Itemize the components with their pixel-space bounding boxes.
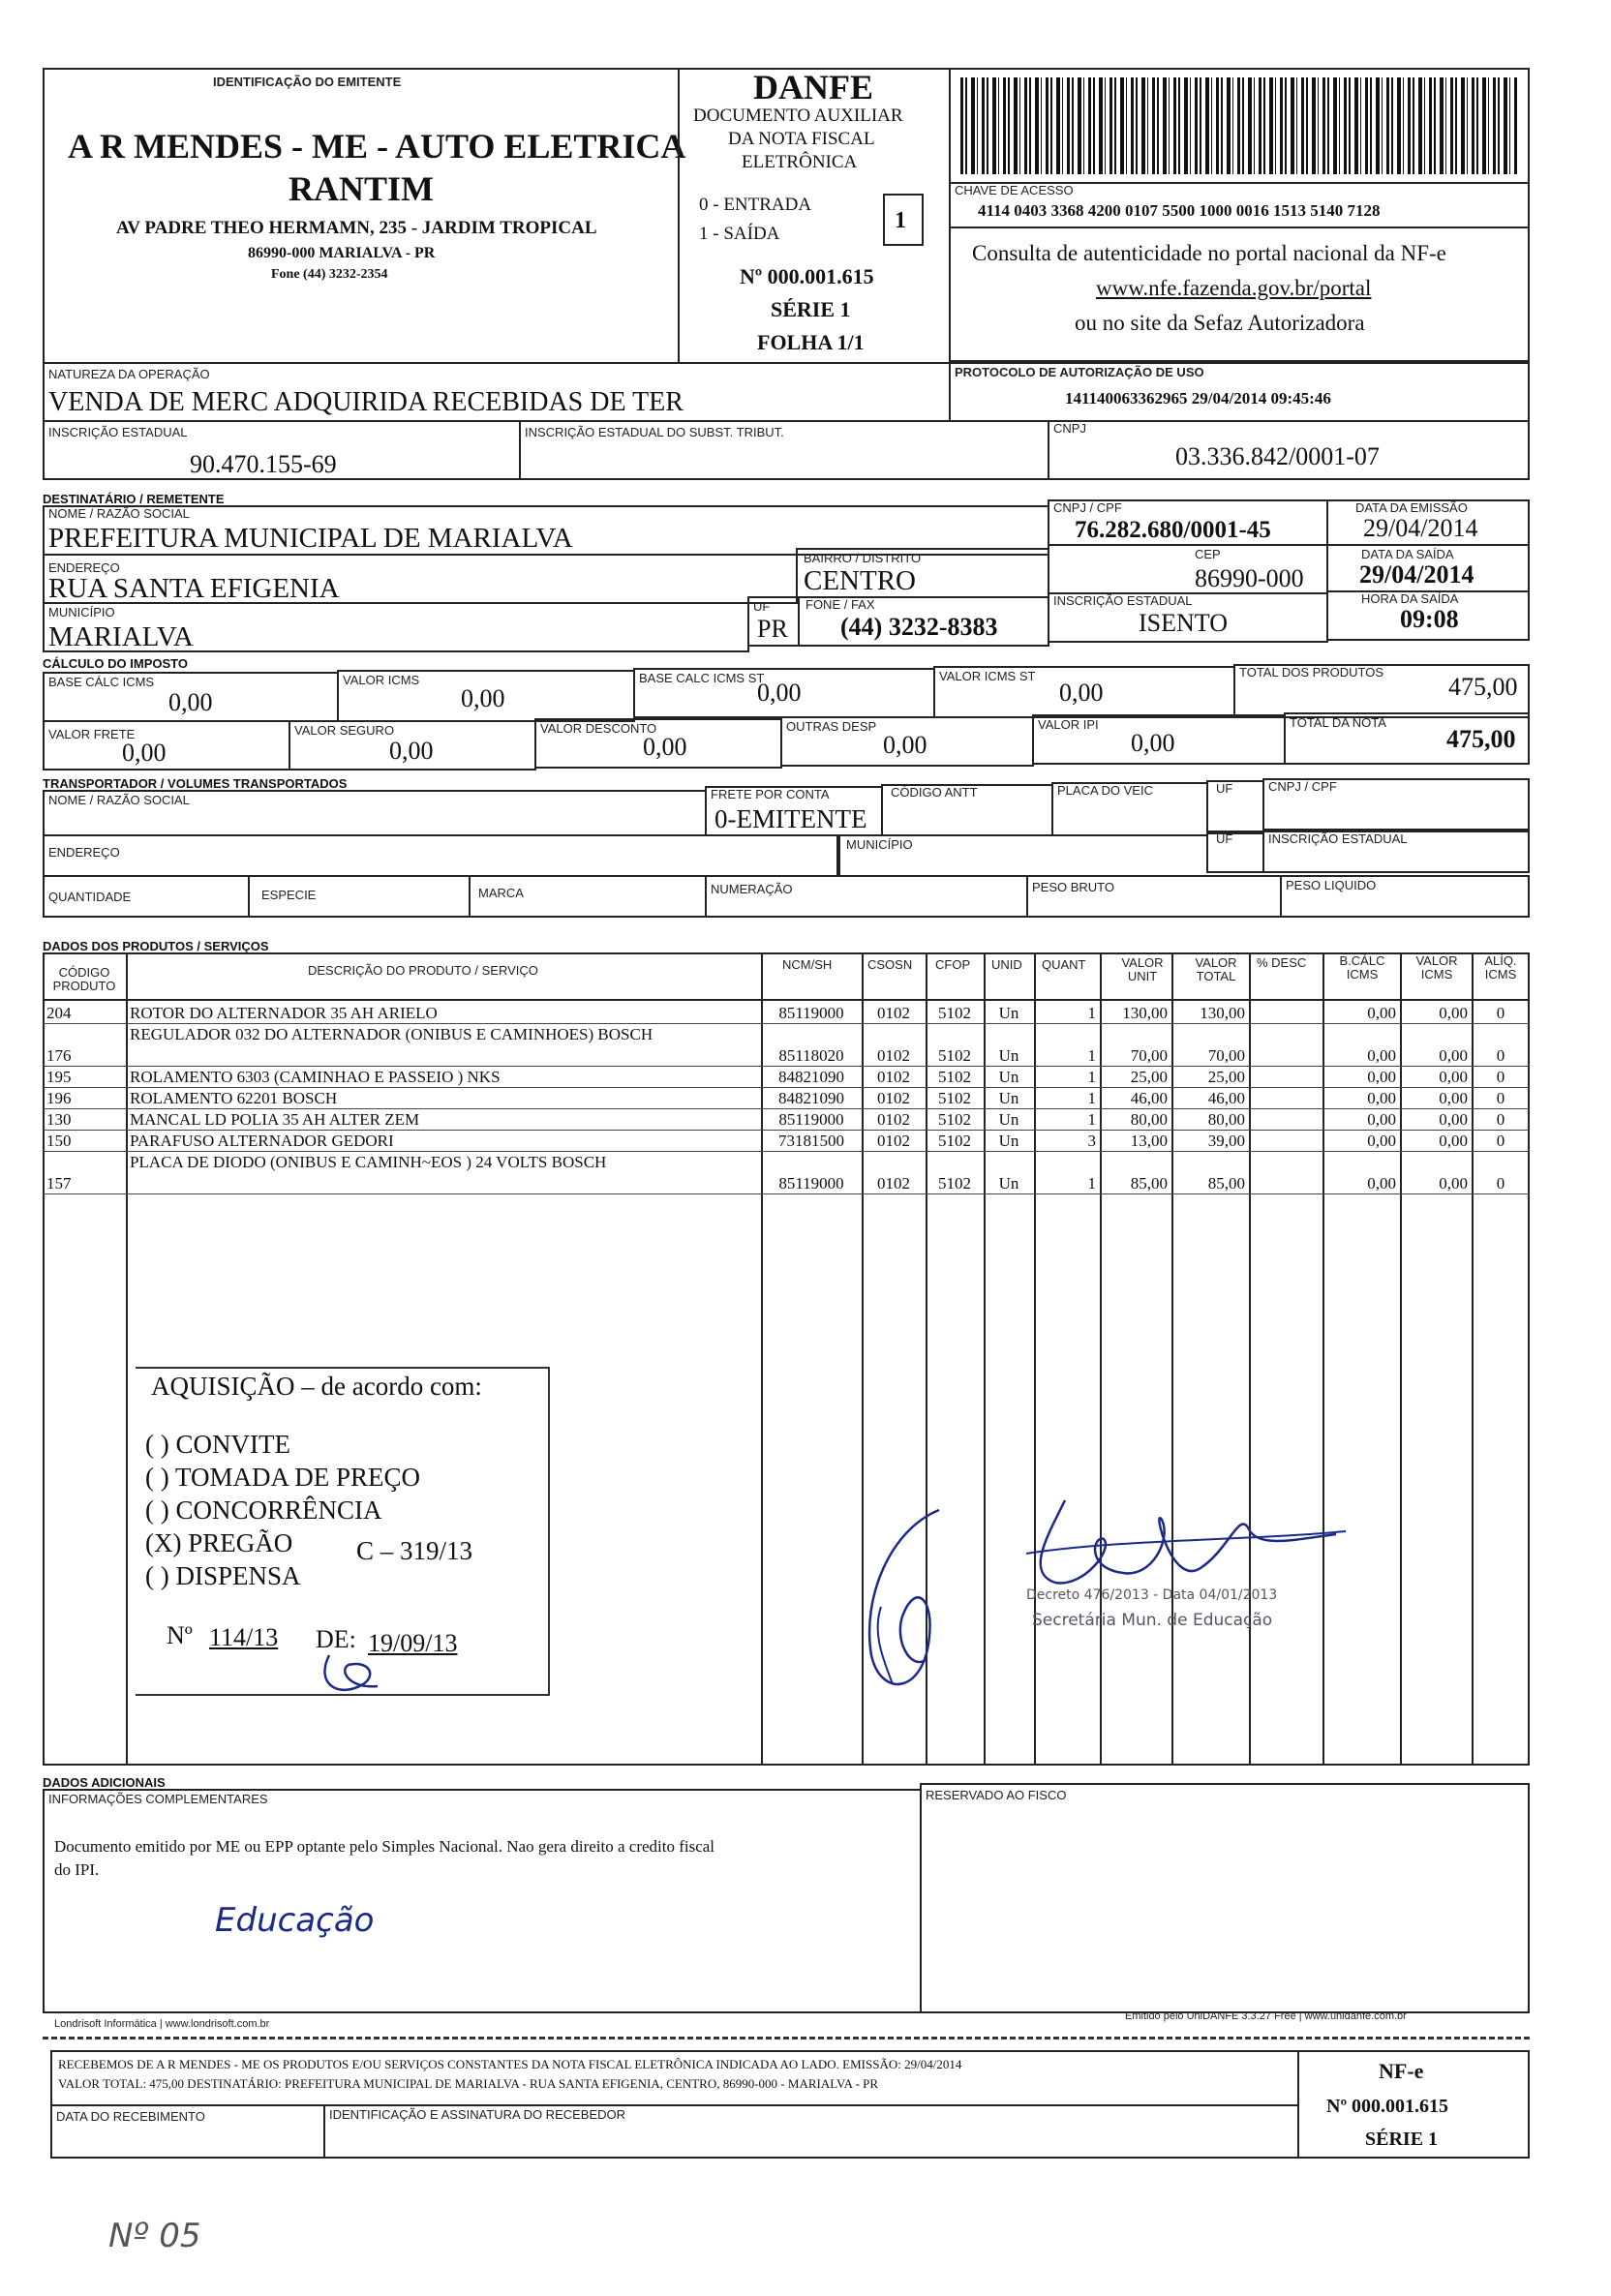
transp-placa-label: PLACA DO VEIC xyxy=(1057,783,1153,798)
cell-csosn: 0102 xyxy=(877,1046,910,1065)
cell-unid: Un xyxy=(998,1046,1019,1065)
handwritten-number: Nº 05 xyxy=(108,2217,201,2255)
ie-st-label: INSCRIÇÃO ESTADUAL DO SUBST. TRIBUT. xyxy=(525,425,784,439)
stamp-title: AQUISIÇÃO – de acordo com: xyxy=(151,1372,482,1401)
transp-ie-label: INSCRIÇÃO ESTADUAL xyxy=(1268,831,1408,846)
table-row xyxy=(43,1109,1530,1131)
transp-uf-label: UF xyxy=(1216,781,1233,796)
dest-emissao: 29/04/2014 xyxy=(1363,514,1478,542)
cell-vicms: 0,00 xyxy=(1439,1110,1468,1129)
seguro-label: VALOR SEGURO xyxy=(294,723,395,738)
emitente-phone: Fone (44) 3232-2354 xyxy=(271,267,388,282)
cell-aliq: 0 xyxy=(1496,1110,1505,1129)
stamp-de-label: DE: xyxy=(316,1625,356,1653)
signature-loop xyxy=(833,1491,978,1713)
cell-unid: Un xyxy=(998,1174,1019,1193)
cell-cfop: 5102 xyxy=(938,1068,971,1086)
dest-ie-label: INSCRIÇÃO ESTADUAL xyxy=(1053,593,1193,608)
danfe-sub1: DOCUMENTO AUXILIAR xyxy=(693,106,903,126)
cell-descricao: ROTOR DO ALTERNADOR 35 AH ARIELO xyxy=(130,1004,438,1022)
cell-vunit: 85,00 xyxy=(1130,1174,1168,1193)
cell-descricao: ROLAMENTO 62201 BOSCH xyxy=(130,1089,338,1107)
dest-cep: 86990-000 xyxy=(1195,564,1304,592)
canhoto-data-label: DATA DO RECEBIMENTO xyxy=(56,2109,205,2124)
cell-aliq: 0 xyxy=(1496,1174,1505,1193)
desconto: 0,00 xyxy=(643,733,687,761)
hdr-desc: % DESC xyxy=(1257,955,1307,970)
cell-codigo: 176 xyxy=(46,1046,72,1065)
stamp-num: 114/13 xyxy=(209,1623,279,1651)
stamp-de: 19/09/13 xyxy=(368,1629,458,1657)
stamp-pregao: (X) PREGÃO xyxy=(145,1528,293,1557)
valor-st-label: VALOR ICMS ST xyxy=(939,669,1036,683)
dest-fone: (44) 3232-8383 xyxy=(840,613,998,641)
produtos-header-line xyxy=(43,999,1530,1001)
imposto-section: CÁLCULO DO IMPOSTO xyxy=(43,656,188,671)
transportador-section: TRANSPORTADOR / VOLUMES TRANSPORTADOS xyxy=(43,776,348,791)
stamp-tomada: ( ) TOMADA DE PREÇO xyxy=(145,1463,421,1492)
cell-vunit: 130,00 xyxy=(1122,1004,1168,1022)
canhoto-serie: SÉRIE 1 xyxy=(1365,2129,1439,2150)
dest-fone-label: FONE / FAX xyxy=(806,597,875,612)
danfe-serie: SÉRIE 1 xyxy=(771,297,851,321)
dest-nome: PREFEITURA MUNICIPAL DE MARIALVA xyxy=(48,523,573,554)
ipi: 0,00 xyxy=(1131,729,1175,757)
cell-codigo: 195 xyxy=(46,1068,72,1086)
cell-quant: 1 xyxy=(1087,1174,1096,1193)
cell-unid: Un xyxy=(998,1089,1019,1107)
cell-descricao: PARAFUSO ALTERNADOR GEDORI xyxy=(130,1132,394,1150)
cell-quant: 1 xyxy=(1087,1046,1096,1065)
cell-vtotal: 46,00 xyxy=(1207,1089,1245,1107)
cut-line xyxy=(43,2037,1530,2039)
cell-descricao: PLACA DE DIODO (ONIBUS E CAMINH~EOS ) 24 VOLTS BOSCH xyxy=(130,1153,607,1171)
cell-bcalc: 0,00 xyxy=(1367,1089,1396,1107)
outras: 0,00 xyxy=(883,731,927,759)
cell-bcalc: 0,00 xyxy=(1367,1068,1396,1086)
cell-cfop: 5102 xyxy=(938,1089,971,1107)
cell-vunit: 13,00 xyxy=(1130,1132,1168,1150)
cell-aliq: 0 xyxy=(1496,1046,1505,1065)
desconto-label: VALOR DESCONTO xyxy=(540,721,657,736)
cell-quant: 1 xyxy=(1087,1110,1096,1129)
table-row xyxy=(43,1088,1530,1109)
hdr-vunit: VALOR UNIT xyxy=(1121,955,1164,983)
cell-descricao: ROLAMENTO 6303 (CAMINHAO E PASSEIO ) NKS xyxy=(130,1068,501,1086)
transp-divider xyxy=(1280,875,1282,918)
danfe-tipo: 1 xyxy=(895,208,906,233)
transp-antt-label: CÓDIGO ANTT xyxy=(891,785,978,800)
total-nota-label: TOTAL DA NOTA xyxy=(1290,715,1386,730)
transp-marca-label: MARCA xyxy=(478,886,524,900)
frete-label: VALOR FRETE xyxy=(48,727,136,741)
cell-unid: Un xyxy=(998,1068,1019,1086)
cell-csosn: 0102 xyxy=(877,1089,910,1107)
hdr-bcalc: B.CÁLC ICMS xyxy=(1339,953,1385,982)
hdr-quant: QUANT xyxy=(1042,957,1086,972)
cell-bcalc: 0,00 xyxy=(1367,1004,1396,1022)
dest-saida-label: DATA DA SAÍDA xyxy=(1361,547,1454,561)
dest-endereco: RUA SANTA EFIGENIA xyxy=(48,573,340,604)
dest-uf-label: UF xyxy=(753,599,771,614)
base-icms: 0,00 xyxy=(168,688,213,716)
base-icms-label: BASE CÁLC ICMS xyxy=(48,675,155,689)
canhoto-numero: Nº 000.001.615 xyxy=(1326,2096,1449,2117)
consulta-url[interactable]: www.nfe.fazenda.gov.br/portal xyxy=(1096,276,1372,300)
hdr-codigo: CÓDIGO PRODUTO xyxy=(52,965,116,993)
transp-divider xyxy=(705,875,707,918)
transp-peso-liquido-label: PESO LIQUIDO xyxy=(1286,878,1377,892)
danfe-title: DANFE xyxy=(753,68,873,106)
natureza-value: VENDA DE MERC ADQUIRIDA RECEBIDAS DE TER xyxy=(48,387,684,417)
natureza-label: NATUREZA DA OPERAÇÃO xyxy=(48,367,210,381)
dest-saida: 29/04/2014 xyxy=(1359,560,1474,589)
cell-unid: Un xyxy=(998,1004,1019,1022)
cell-vicms: 0,00 xyxy=(1439,1004,1468,1022)
footer-left: Londrisoft Informática | www.londrisoft.com.br xyxy=(54,2018,270,2030)
hdr-unid: UNID xyxy=(991,957,1022,972)
fisco-label: RESERVADO AO FISCO xyxy=(926,1788,1067,1802)
cell-cfop: 5102 xyxy=(938,1174,971,1193)
table-row xyxy=(43,1152,1530,1194)
transp-divider xyxy=(838,834,840,877)
cell-vicms: 0,00 xyxy=(1439,1068,1468,1086)
valor-icms-label: VALOR ICMS xyxy=(343,673,420,687)
table-row xyxy=(43,1003,1530,1024)
cell-vtotal: 85,00 xyxy=(1207,1174,1245,1193)
danfe-folha: FOLHA 1/1 xyxy=(757,330,865,354)
destinatario-section: DESTINATÁRIO / REMETENTE xyxy=(43,492,225,506)
cell-vtotal: 39,00 xyxy=(1207,1132,1245,1150)
cell-aliq: 0 xyxy=(1496,1004,1505,1022)
table-row xyxy=(43,1024,1530,1067)
cell-cfop: 5102 xyxy=(938,1004,971,1022)
dest-cnpj-label: CNPJ / CPF xyxy=(1053,500,1122,515)
stamp-convite: ( ) CONVITE xyxy=(145,1430,290,1459)
hdr-vtotal: VALOR TOTAL xyxy=(1195,955,1237,983)
hdr-csosn: CSOSN xyxy=(867,957,913,972)
stamp-dispensa: ( ) DISPENSA xyxy=(145,1561,301,1590)
cell-bcalc: 0,00 xyxy=(1367,1132,1396,1150)
total-prod-label: TOTAL DOS PRODUTOS xyxy=(1239,665,1384,680)
dest-bairro-label: BAIRRO / DISTRITO xyxy=(804,551,922,565)
cell-unid: Un xyxy=(998,1132,1019,1150)
valor-st: 0,00 xyxy=(1059,679,1104,707)
cnpj-label: CNPJ xyxy=(1053,421,1086,436)
canhoto-text-2: VALOR TOTAL: 475,00 DESTINATÁRIO: PREFEITURA MUNICIPAL DE MARIALVA - RUA SANTA EFIGENIA, CENTRO, 86990-000 - MARIALVA - PR xyxy=(58,2076,879,2091)
dest-cep-label: CEP xyxy=(1195,547,1221,561)
stamp-concorrencia: ( ) CONCORRÊNCIA xyxy=(145,1495,382,1525)
table-row xyxy=(43,1131,1530,1152)
cell-vtotal: 80,00 xyxy=(1207,1110,1245,1129)
emitente-address: AV PADRE THEO HERMAMN, 235 - JARDIM TROPICAL xyxy=(116,218,597,238)
consulta-text: Consulta de autenticidade no portal nacional da NF-e xyxy=(972,241,1446,265)
cell-cfop: 5102 xyxy=(938,1110,971,1129)
ipi-label: VALOR IPI xyxy=(1038,717,1099,732)
cell-vicms: 0,00 xyxy=(1439,1132,1468,1150)
hdr-cfop: CFOP xyxy=(935,957,971,972)
ie-value: 90.470.155-69 xyxy=(190,450,337,478)
info-box xyxy=(43,1789,922,2013)
hdr-aliq: ALÍQ. ICMS xyxy=(1484,953,1517,982)
transp-cnpj-label: CNPJ / CPF xyxy=(1268,779,1337,794)
canhoto-nfe: NF-e xyxy=(1379,2059,1424,2083)
cell-cfop: 5102 xyxy=(938,1046,971,1065)
cell-vunit: 70,00 xyxy=(1130,1046,1168,1065)
cell-cfop: 5102 xyxy=(938,1132,971,1150)
cell-aliq: 0 xyxy=(1496,1089,1505,1107)
transp-endereco-box xyxy=(43,834,838,877)
cell-ncm: 85119000 xyxy=(778,1110,844,1129)
info-text-2: do IPI. xyxy=(54,1860,100,1879)
danfe-entrada: 0 - ENTRADA xyxy=(699,195,812,215)
footer-right: Emitido pelo UniDANFE 3.3.27 Free | www.unidanfe.com.br xyxy=(1125,2010,1407,2022)
ie-label: INSCRIÇÃO ESTADUAL xyxy=(48,425,188,439)
dest-uf: PR xyxy=(757,615,788,643)
base-st: 0,00 xyxy=(757,679,802,707)
cell-quant: 1 xyxy=(1087,1068,1096,1086)
cell-vtotal: 70,00 xyxy=(1207,1046,1245,1065)
handwritten-educacao: Educação xyxy=(215,1901,375,1940)
stamp-pregao-num: C – 319/13 xyxy=(356,1536,473,1565)
transp-nome-label: NOME / RAZÃO SOCIAL xyxy=(48,793,190,807)
cell-ncm: 84821090 xyxy=(778,1089,844,1107)
cell-vunit: 46,00 xyxy=(1130,1089,1168,1107)
cnpj-value: 03.336.842/0001-07 xyxy=(1175,442,1380,470)
dest-ie: ISENTO xyxy=(1139,609,1228,637)
base-st-label: BASE CALC ICMS ST xyxy=(639,671,765,685)
dest-municipio: MARIALVA xyxy=(48,621,194,652)
transp-qtd-label: QUANTIDADE xyxy=(48,890,132,904)
barcode xyxy=(960,77,1518,174)
transp-municipio-label: MUNICÍPIO xyxy=(846,837,913,852)
cell-quant: 3 xyxy=(1087,1132,1096,1150)
emitente-label: IDENTIFICAÇÃO DO EMITENTE xyxy=(213,75,402,89)
cell-vicms: 0,00 xyxy=(1439,1046,1468,1065)
consulta-text-2: ou no site da Sefaz Autorizadora xyxy=(1075,311,1365,335)
cell-ncm: 85118020 xyxy=(778,1046,844,1065)
cell-unid: Un xyxy=(998,1110,1019,1129)
cell-vicms: 0,00 xyxy=(1439,1089,1468,1107)
cell-vtotal: 130,00 xyxy=(1200,1004,1245,1022)
hdr-vicms: VALOR ICMS xyxy=(1415,953,1458,982)
outras-label: OUTRAS DESP xyxy=(786,719,877,734)
table-row xyxy=(43,1067,1530,1088)
hdr-descricao: DESCRIÇÃO DO PRODUTO / SERVIÇO xyxy=(308,963,538,978)
dest-municipio-label: MUNICÍPIO xyxy=(48,605,115,619)
produtos-section: DADOS DOS PRODUTOS / SERVIÇOS xyxy=(43,939,269,953)
emitente-city: 86990-000 MARIALVA - PR xyxy=(248,245,436,261)
canhoto-assin-label: IDENTIFICAÇÃO E ASSINATURA DO RECEBEDOR xyxy=(329,2107,626,2122)
cell-csosn: 0102 xyxy=(877,1004,910,1022)
protocolo-value: 141140063362965 29/04/2014 09:45:46 xyxy=(1065,389,1331,408)
cell-ncm: 85119000 xyxy=(778,1004,844,1022)
cell-bcalc: 0,00 xyxy=(1367,1046,1396,1065)
info-text-1: Documento emitido por ME ou EPP optante pelo Simples Nacional. Nao gera direito a credito fiscal xyxy=(54,1837,715,1856)
transp-uf2-box xyxy=(1206,831,1264,873)
cell-ncm: 84821090 xyxy=(778,1068,844,1086)
dest-emissao-label: DATA DA EMISSÃO xyxy=(1355,500,1468,515)
chave-value: 4114 0403 3368 4200 0107 5500 1000 0016 1513 5140 7128 xyxy=(978,201,1381,220)
cell-codigo: 150 xyxy=(46,1132,72,1150)
transp-frete-label: FRETE POR CONTA xyxy=(711,787,830,801)
cell-aliq: 0 xyxy=(1496,1132,1505,1150)
dest-endereco-label: ENDEREÇO xyxy=(48,560,120,575)
hdr-ncm: NCM/SH xyxy=(782,957,833,972)
cell-csosn: 0102 xyxy=(877,1068,910,1086)
cell-csosn: 0102 xyxy=(877,1132,910,1150)
cell-vunit: 25,00 xyxy=(1130,1068,1168,1086)
dest-hora-label: HORA DA SAÍDA xyxy=(1361,591,1459,606)
cell-aliq: 0 xyxy=(1496,1068,1505,1086)
transp-frete: 0-EMITENTE xyxy=(714,804,867,833)
transp-divider xyxy=(1026,875,1028,918)
danfe-saida: 1 - SAÍDA xyxy=(699,224,780,244)
seguro: 0,00 xyxy=(389,737,434,765)
frete: 0,00 xyxy=(122,739,167,767)
transp-divider xyxy=(248,875,250,918)
cell-codigo: 130 xyxy=(46,1110,72,1129)
transp-uf2-label: UF xyxy=(1216,831,1233,846)
emitente-name: A R MENDES - ME - AUTO ELETRICA xyxy=(68,127,686,166)
dest-bairro: CENTRO xyxy=(804,565,916,596)
transp-peso-bruto-label: PESO BRUTO xyxy=(1032,880,1115,894)
transp-uf-box xyxy=(1206,780,1264,834)
danfe-numero: Nº 000.001.615 xyxy=(740,264,874,288)
chave-label: CHAVE DE ACESSO xyxy=(955,183,1074,197)
transp-endereco-label: ENDEREÇO xyxy=(48,845,120,860)
cell-codigo: 204 xyxy=(46,1004,72,1022)
emitente-name-2: RANTIM xyxy=(289,169,434,208)
cell-csosn: 0102 xyxy=(877,1110,910,1129)
dest-nome-label: NOME / RAZÃO SOCIAL xyxy=(48,506,190,521)
cell-codigo: 157 xyxy=(46,1174,72,1193)
dest-cnpj: 76.282.680/0001-45 xyxy=(1075,517,1271,543)
valor-icms: 0,00 xyxy=(461,684,505,712)
dest-hora: 09:08 xyxy=(1400,605,1459,633)
cell-ncm: 85119000 xyxy=(778,1174,844,1193)
danfe-sub3: ELETRÔNICA xyxy=(742,152,858,172)
protocolo-label: PROTOCOLO DE AUTORIZAÇÃO DE USO xyxy=(955,365,1204,379)
cell-bcalc: 0,00 xyxy=(1367,1110,1396,1129)
transp-numeracao-label: NUMERAÇÃO xyxy=(711,882,793,896)
cell-vtotal: 25,00 xyxy=(1207,1068,1245,1086)
cell-bcalc: 0,00 xyxy=(1367,1174,1396,1193)
cell-csosn: 0102 xyxy=(877,1174,910,1193)
transp-divider xyxy=(469,875,471,918)
cell-codigo: 196 xyxy=(46,1089,72,1107)
stamp-num-label: Nº xyxy=(167,1621,193,1649)
sig-stamp-line2: Secretária Mun. de Educação xyxy=(1032,1611,1273,1630)
sig-stamp-line1: Decreto 476/2013 - Data 04/01/2013 xyxy=(1026,1587,1278,1603)
cell-descricao: REGULADOR 032 DO ALTERNADOR (ONIBUS E CAMINHOES) BOSCH xyxy=(130,1025,654,1043)
total-nota: 475,00 xyxy=(1446,725,1516,753)
adicionais-section: DADOS ADICIONAIS xyxy=(43,1775,166,1790)
fisco-box xyxy=(920,1783,1530,2013)
cell-vunit: 80,00 xyxy=(1130,1110,1168,1129)
cell-quant: 1 xyxy=(1087,1089,1096,1107)
total-prod: 475,00 xyxy=(1448,673,1518,701)
cell-ncm: 73181500 xyxy=(778,1132,844,1150)
canhoto-text-1: RECEBEMOS DE A R MENDES - ME OS PRODUTOS E/OU SERVIÇOS CONSTANTES DA NOTA FISCAL ELETRÔNICA INDICADA AO LADO. EMISSÃO: 29/04/2014 xyxy=(58,2057,962,2071)
transp-especie-label: ESPECIE xyxy=(261,888,317,902)
cell-quant: 1 xyxy=(1087,1004,1096,1022)
danfe-sub2: DA NOTA FISCAL xyxy=(728,129,875,149)
initials-signature xyxy=(310,1646,397,1704)
cell-descricao: MANCAL LD POLIA 35 AH ALTER ZEM xyxy=(130,1110,420,1129)
info-label: INFORMAÇÕES COMPLEMENTARES xyxy=(48,1792,268,1806)
cell-vicms: 0,00 xyxy=(1439,1174,1468,1193)
